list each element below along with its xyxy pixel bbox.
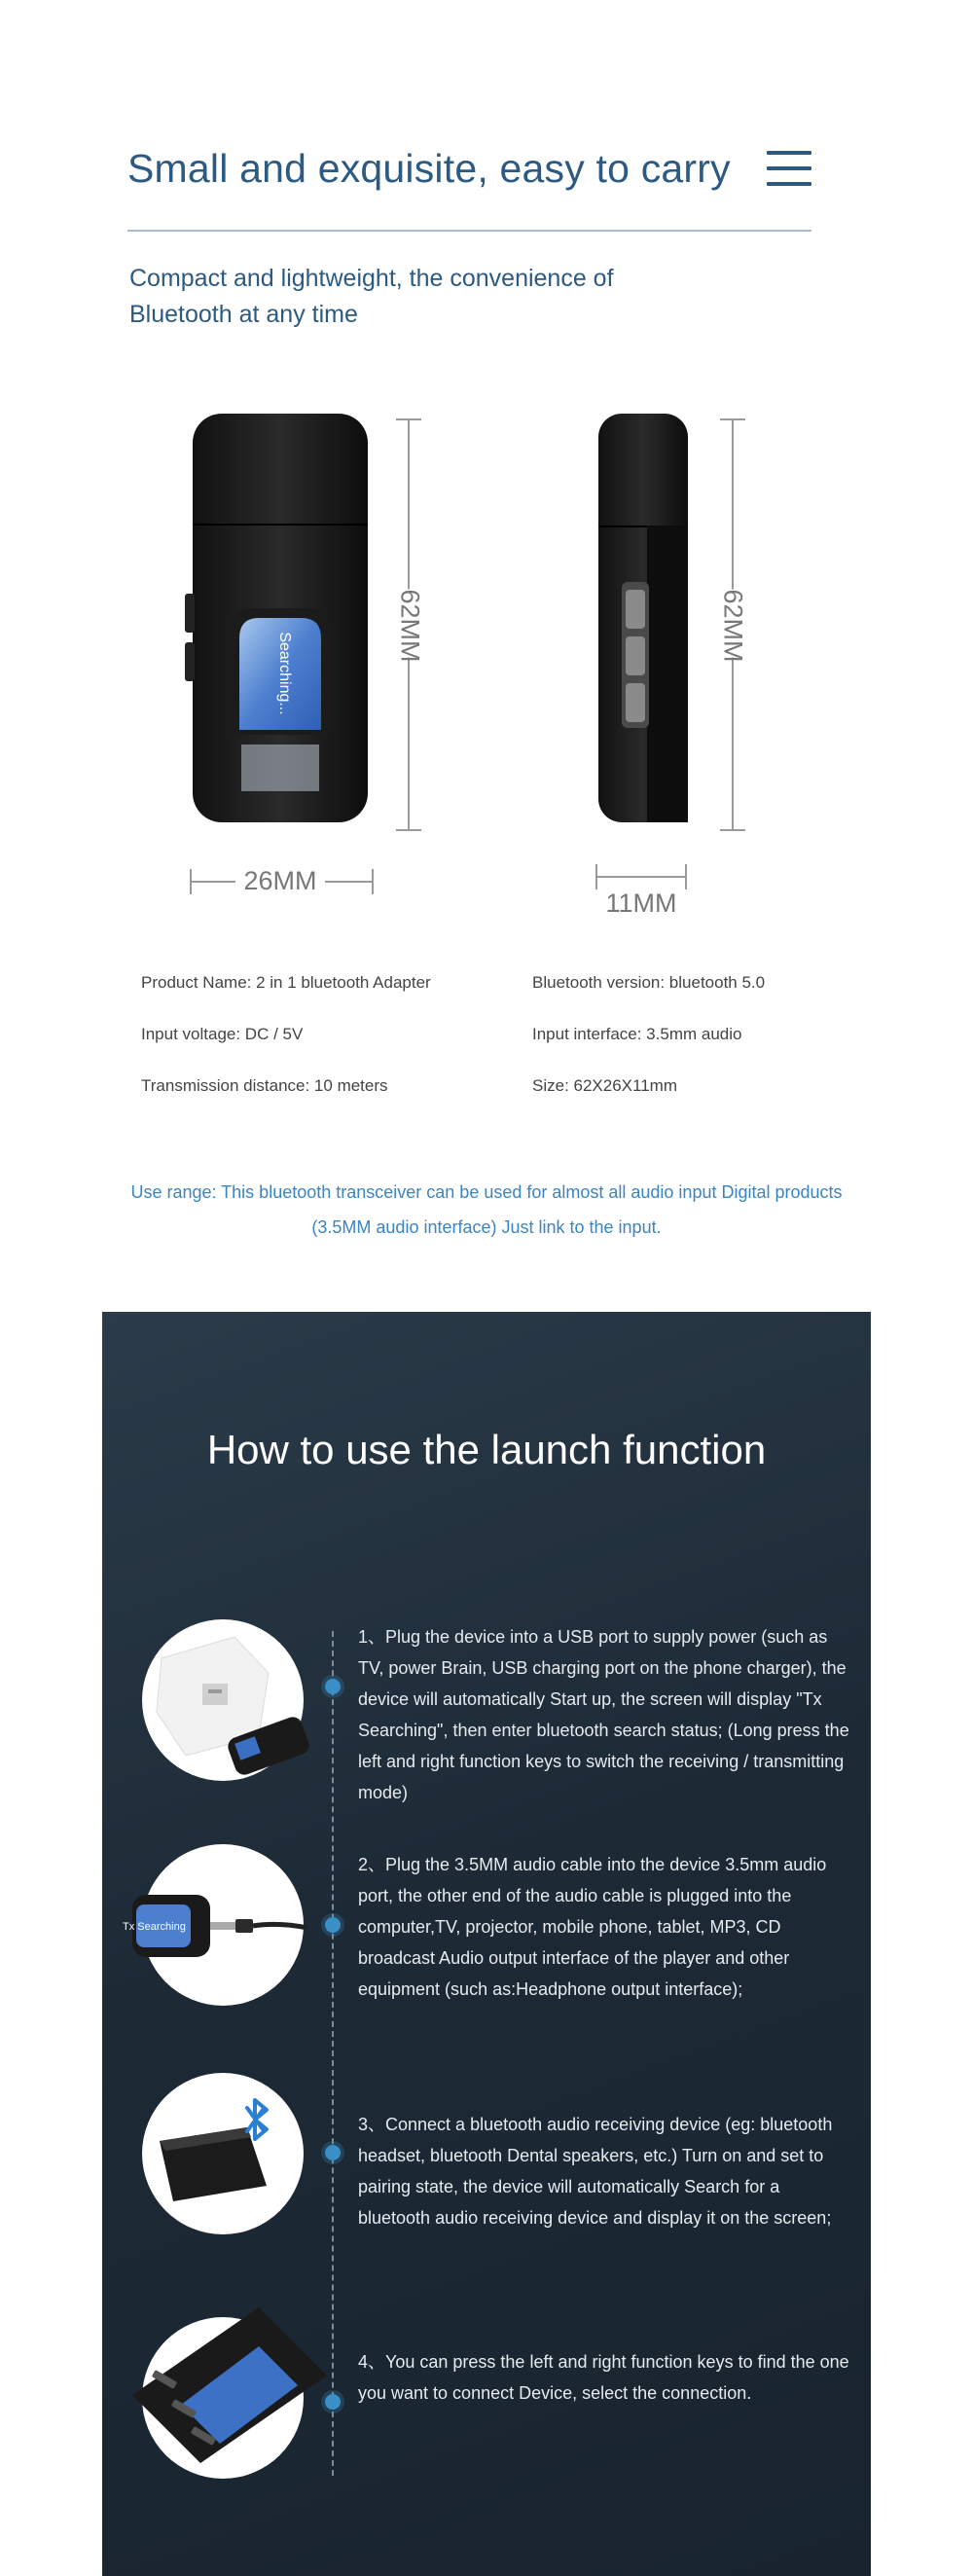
page-subtitle: Compact and lightweight, the convenience of Bluetooth at any time bbox=[129, 265, 614, 328]
howto-panel bbox=[102, 1312, 871, 2576]
page-title: Small and exquisite, easy to carry bbox=[127, 146, 731, 191]
title-divider bbox=[127, 230, 811, 232]
step4-function-keys-image bbox=[142, 2317, 304, 2479]
front-height-label: 62MM bbox=[395, 589, 425, 663]
spec-transmission-distance: Transmission distance: 10 meters bbox=[141, 1076, 388, 1095]
spec-bluetooth-version: Bluetooth version: bluetooth 5.0 bbox=[532, 973, 766, 992]
steps-timeline bbox=[332, 1631, 334, 2476]
step1-text: 1、Plug the device into a USB port to supply power (such as TV, power Brain, USB charging port on the phone charger), the device will automatically Start up, the screen will display "Tx Searching", then enter bluetooth search status; (Long press the left and right function keys to switch the receiving / transmitting mode) bbox=[358, 1627, 849, 1802]
adapter-front-image bbox=[183, 409, 378, 837]
spec-input-interface: Input interface: 3.5mm audio bbox=[532, 1025, 742, 1043]
side-height-label: 62MM bbox=[718, 589, 748, 663]
step2-marker bbox=[325, 1917, 341, 1933]
step2-text: 2、Plug the 3.5MM audio cable into the device 3.5mm audio port, the other end of the audio cable is plugged into the computer,TV, projector, mobile phone, tablet, MP3, CD broadcast Audio output interface of the player and other equipment (such as:Headphone output interface); bbox=[358, 1855, 827, 1999]
step3-speaker-image bbox=[142, 2073, 304, 2234]
front-width-label: 26MM bbox=[235, 866, 325, 896]
use-range-note: Use range: This bluetooth transceiver can be used for almost all audio input Digital products (3.5MM audio interface) Just link to the input. bbox=[130, 1182, 843, 1237]
step3-text: 3、Connect a bluetooth audio receiving device (eg: bluetooth headset, bluetooth Dental speakers, etc.) Turn on and set to pairing state, the device will automatically Search for a bluetooth audio receiving device and display it on the screen; bbox=[358, 2115, 833, 2228]
step1-marker bbox=[325, 1679, 341, 1694]
front-screen-text: Searching... bbox=[276, 632, 293, 715]
step4-text: 4、You can press the left and right function keys to find the one you want to connect Device, select the connection. bbox=[358, 2352, 849, 2403]
step2-audio-cable-image bbox=[123, 1844, 304, 2006]
adapter-side-image bbox=[589, 409, 696, 837]
howto-title: How to use the launch function bbox=[206, 1427, 767, 1472]
spec-input-voltage: Input voltage: DC / 5V bbox=[141, 1025, 304, 1043]
spec-size: Size: 62X26X11mm bbox=[532, 1076, 677, 1095]
step1-usb-plug-image bbox=[142, 1619, 304, 1781]
bluetooth-icon bbox=[247, 2100, 267, 2139]
step4-marker bbox=[325, 2394, 341, 2410]
side-depth-label: 11MM bbox=[605, 889, 677, 918]
step2-screen-text: Tx Searching bbox=[123, 1921, 186, 1933]
spec-product-name: Product Name: 2 in 1 bluetooth Adapter bbox=[141, 973, 431, 992]
step3-marker bbox=[325, 2145, 341, 2160]
hamburger-menu-icon[interactable] bbox=[767, 151, 811, 186]
